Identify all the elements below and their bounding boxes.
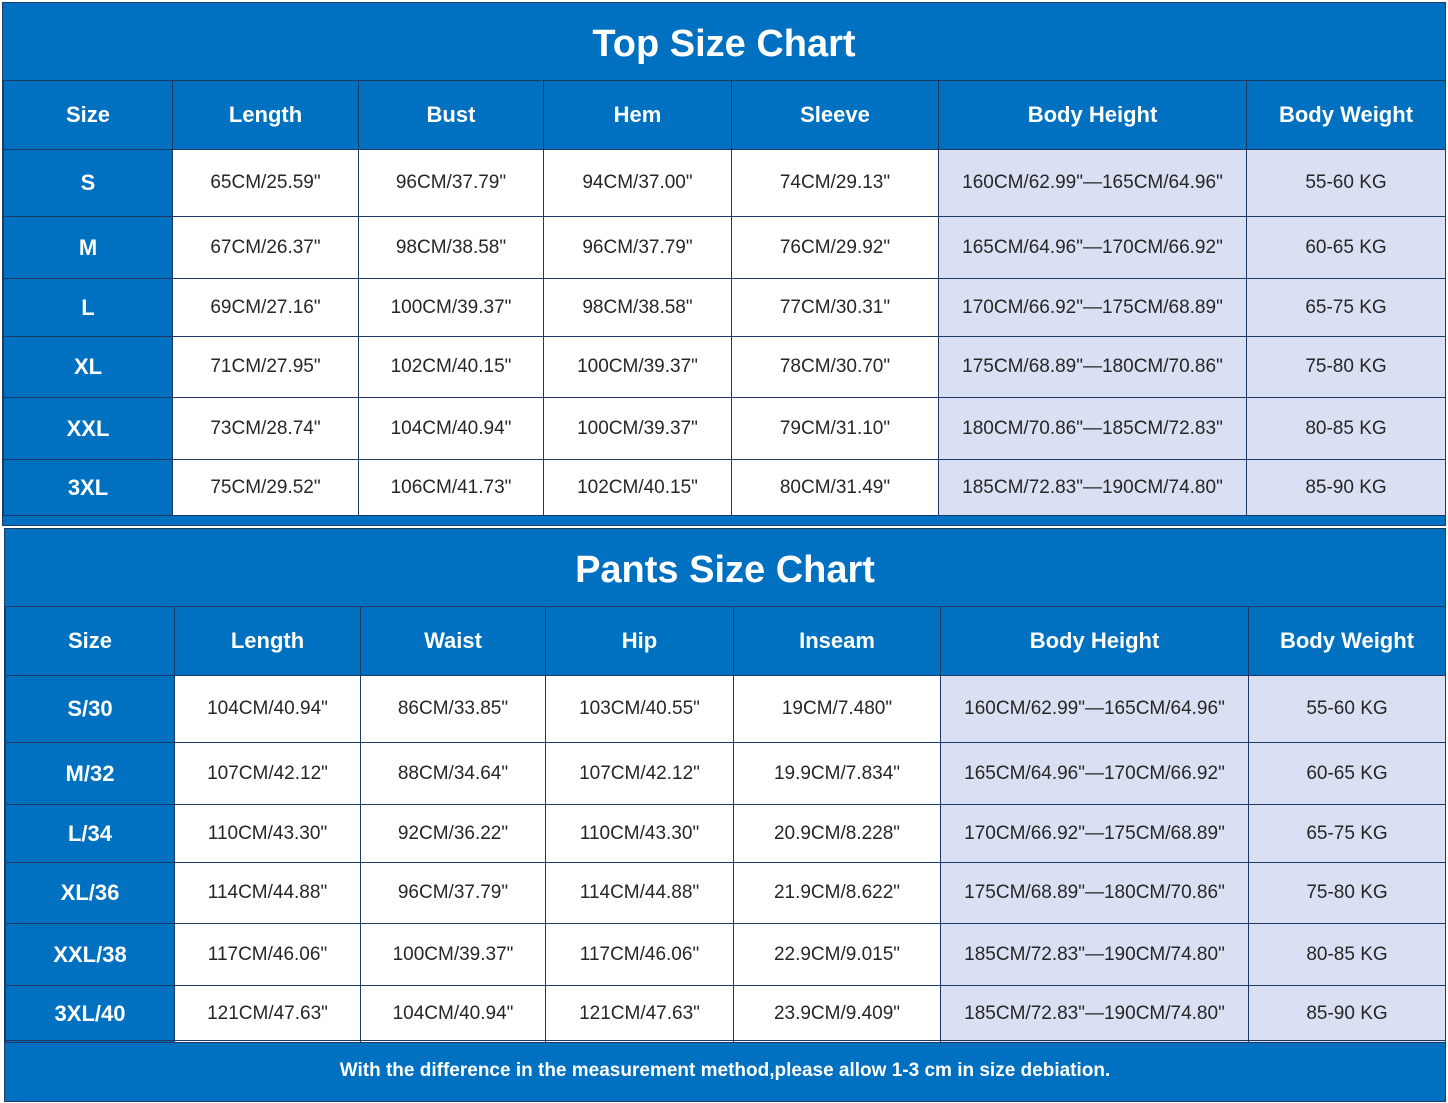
size-cell: L/34	[6, 805, 175, 863]
table-cell: 114CM/44.88"	[546, 863, 734, 924]
column-header: Length	[175, 607, 361, 676]
table-cell: 106CM/41.73"	[359, 460, 544, 516]
table-cell: 104CM/40.94"	[175, 676, 361, 743]
top-chart-title: Top Size Chart	[592, 23, 856, 65]
table-cell: 60-65 KG	[1249, 743, 1446, 805]
column-header: Bust	[359, 81, 544, 150]
pants-size-chart	[4, 528, 1446, 1102]
pants-size-table	[5, 606, 1446, 1043]
table-cell: 73CM/28.74"	[173, 398, 359, 460]
column-header: Length	[173, 81, 359, 150]
table-cell: 65CM/25.59"	[173, 150, 359, 217]
table-cell: 79CM/31.10"	[732, 398, 939, 460]
table-cell: 75-80 KG	[1249, 863, 1446, 924]
table-cell: 96CM/37.79"	[544, 217, 732, 279]
measurement-note: With the difference in the measurement method,please allow 1-3 cm in size debiation.	[5, 1040, 1445, 1101]
table-cell: 20.9CM/8.228"	[734, 805, 941, 863]
table-cell: 80-85 KG	[1249, 924, 1446, 986]
table-row	[6, 863, 1446, 924]
column-header: Inseam	[734, 607, 941, 676]
table-cell: 160CM/62.99"—165CM/64.96"	[939, 150, 1247, 217]
table-row	[4, 279, 1446, 337]
table-cell: 114CM/44.88"	[175, 863, 361, 924]
table-cell: 100CM/39.37"	[359, 279, 544, 337]
table-cell: 100CM/39.37"	[544, 337, 732, 398]
table-cell: 55-60 KG	[1249, 676, 1446, 743]
table-cell: 170CM/66.92"—175CM/68.89"	[939, 279, 1247, 337]
table-cell: 86CM/33.85"	[361, 676, 546, 743]
column-header: Body Weight	[1249, 607, 1446, 676]
column-header: Body Height	[941, 607, 1249, 676]
column-header: Body Height	[939, 81, 1247, 150]
column-header: Body Weight	[1247, 81, 1446, 150]
size-cell: 3XL/40	[6, 986, 175, 1043]
table-cell: 100CM/39.37"	[544, 398, 732, 460]
column-header: Hip	[546, 607, 734, 676]
table-cell: 69CM/27.16"	[173, 279, 359, 337]
table-header-row	[6, 607, 1446, 676]
table-cell: 75CM/29.52"	[173, 460, 359, 516]
column-header: Hem	[544, 81, 732, 150]
table-cell: 185CM/72.83"—190CM/74.80"	[941, 986, 1249, 1043]
table-cell: 185CM/72.83"—190CM/74.80"	[941, 924, 1249, 986]
table-cell: 117CM/46.06"	[546, 924, 734, 986]
table-cell: 80-85 KG	[1247, 398, 1446, 460]
table-cell: 85-90 KG	[1247, 460, 1446, 516]
size-cell: L	[4, 279, 173, 337]
table-cell: 19CM/7.480"	[734, 676, 941, 743]
table-cell: 180CM/70.86"—185CM/72.83"	[939, 398, 1247, 460]
table-cell: 121CM/47.63"	[175, 986, 361, 1043]
table-cell: 175CM/68.89"—180CM/70.86"	[941, 863, 1249, 924]
table-cell: 55-60 KG	[1247, 150, 1446, 217]
pants-chart-title: Pants Size Chart	[575, 549, 875, 591]
table-cell: 65-75 KG	[1247, 279, 1446, 337]
table-cell: 110CM/43.30"	[175, 805, 361, 863]
table-cell: 88CM/34.64"	[361, 743, 546, 805]
table-cell: 107CM/42.12"	[175, 743, 361, 805]
table-cell: 60-65 KG	[1247, 217, 1446, 279]
table-cell: 85-90 KG	[1249, 986, 1446, 1043]
table-cell: 98CM/38.58"	[544, 279, 732, 337]
table-cell: 75-80 KG	[1247, 337, 1446, 398]
table-cell: 19.9CM/7.834"	[734, 743, 941, 805]
table-cell: 77CM/30.31"	[732, 279, 939, 337]
top-size-chart	[2, 2, 1446, 526]
column-header: Size	[6, 607, 175, 676]
table-cell: 107CM/42.12"	[546, 743, 734, 805]
size-cell: S/30	[6, 676, 175, 743]
table-cell: 98CM/38.58"	[359, 217, 544, 279]
table-header-row	[4, 81, 1446, 150]
table-cell: 103CM/40.55"	[546, 676, 734, 743]
column-header: Size	[4, 81, 173, 150]
table-row	[4, 217, 1446, 279]
table-cell: 165CM/64.96"—170CM/66.92"	[941, 743, 1249, 805]
table-cell: 71CM/27.95"	[173, 337, 359, 398]
top-size-table	[3, 80, 1446, 516]
table-cell: 80CM/31.49"	[732, 460, 939, 516]
size-cell: M/32	[6, 743, 175, 805]
table-cell: 74CM/29.13"	[732, 150, 939, 217]
table-row	[6, 743, 1446, 805]
table-cell: 96CM/37.79"	[361, 863, 546, 924]
table-cell: 117CM/46.06"	[175, 924, 361, 986]
table-cell: 22.9CM/9.015"	[734, 924, 941, 986]
table-row	[4, 398, 1446, 460]
table-cell: 65-75 KG	[1249, 805, 1446, 863]
table-cell: 23.9CM/9.409"	[734, 986, 941, 1043]
table-cell: 67CM/26.37"	[173, 217, 359, 279]
table-cell: 104CM/40.94"	[361, 986, 546, 1043]
table-row	[4, 337, 1446, 398]
table-cell: 175CM/68.89"—180CM/70.86"	[939, 337, 1247, 398]
table-cell: 96CM/37.79"	[359, 150, 544, 217]
table-cell: 104CM/40.94"	[359, 398, 544, 460]
table-row	[6, 924, 1446, 986]
size-cell: S	[4, 150, 173, 217]
table-cell: 185CM/72.83"—190CM/74.80"	[939, 460, 1247, 516]
size-cell: M	[4, 217, 173, 279]
table-cell: 110CM/43.30"	[546, 805, 734, 863]
table-row	[4, 150, 1446, 217]
table-row	[6, 805, 1446, 863]
table-cell: 100CM/39.37"	[361, 924, 546, 986]
table-row	[6, 676, 1446, 743]
size-cell: 3XL	[4, 460, 173, 516]
table-row	[6, 986, 1446, 1043]
size-cell: XL/36	[6, 863, 175, 924]
column-header: Sleeve	[732, 81, 939, 150]
size-cell: XXL	[4, 398, 173, 460]
table-cell: 102CM/40.15"	[544, 460, 732, 516]
size-cell: XL	[4, 337, 173, 398]
table-cell: 21.9CM/8.622"	[734, 863, 941, 924]
table-cell: 170CM/66.92"—175CM/68.89"	[941, 805, 1249, 863]
table-row	[4, 460, 1446, 516]
table-cell: 76CM/29.92"	[732, 217, 939, 279]
table-cell: 94CM/37.00"	[544, 150, 732, 217]
table-cell: 102CM/40.15"	[359, 337, 544, 398]
table-cell: 160CM/62.99"—165CM/64.96"	[941, 676, 1249, 743]
table-cell: 92CM/36.22"	[361, 805, 546, 863]
table-cell: 121CM/47.63"	[546, 986, 734, 1043]
table-cell: 165CM/64.96"—170CM/66.92"	[939, 217, 1247, 279]
column-header: Waist	[361, 607, 546, 676]
size-cell: XXL/38	[6, 924, 175, 986]
table-cell: 78CM/30.70"	[732, 337, 939, 398]
